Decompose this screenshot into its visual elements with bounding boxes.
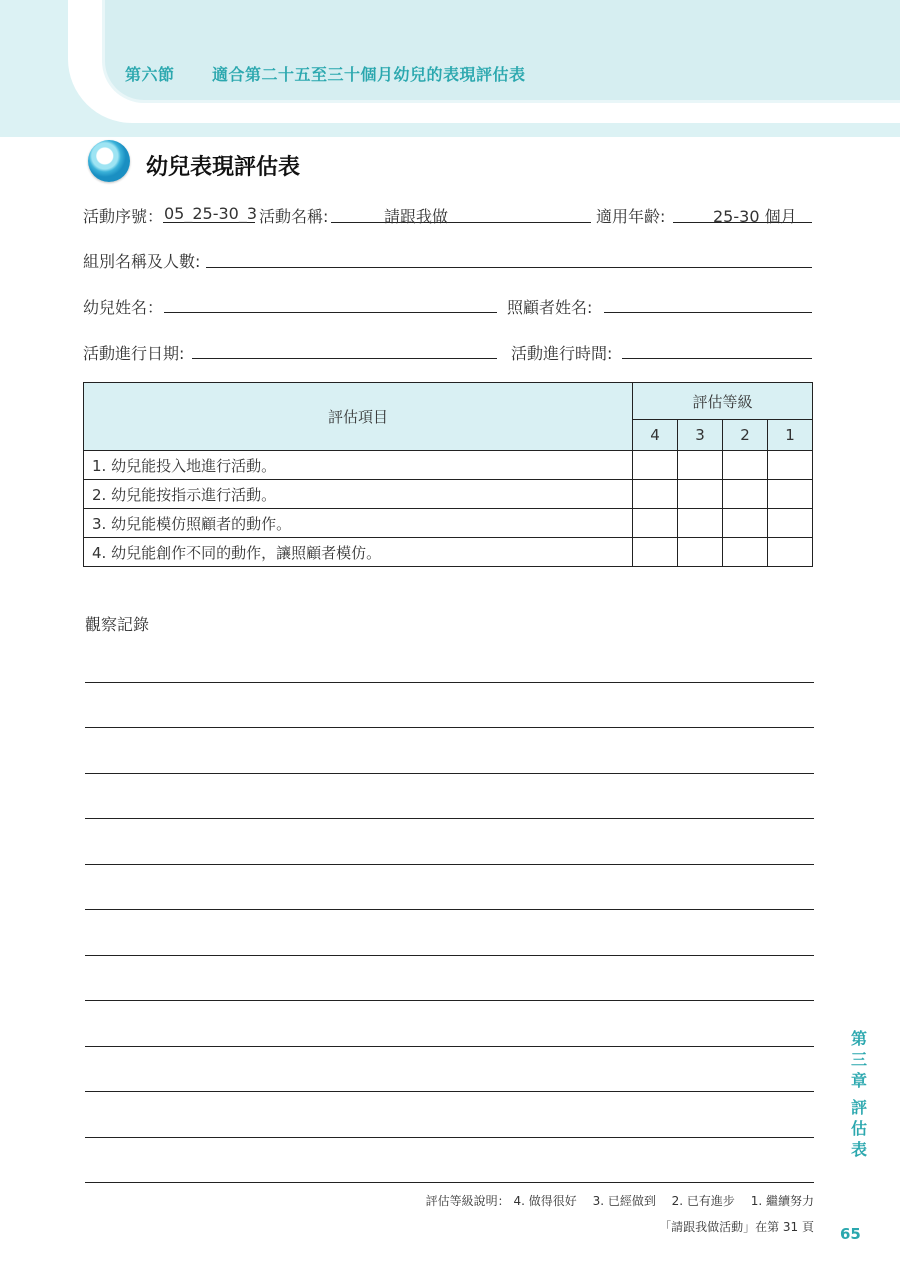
form-title: 幼兒表現評估表 <box>146 155 301 180</box>
activity-name-line <box>331 222 591 223</box>
grade-cell[interactable] <box>633 451 678 480</box>
table-row <box>84 509 813 538</box>
grade-cell[interactable] <box>633 480 678 509</box>
grade-cell[interactable] <box>678 538 723 567</box>
bubble-icon <box>88 140 130 182</box>
activity-number-label: 活動序號： <box>83 207 164 226</box>
table-row <box>84 538 813 567</box>
carer-name-label: 照顧者姓名: <box>507 298 593 317</box>
observation-line[interactable] <box>85 727 814 728</box>
observation-line[interactable] <box>85 864 814 865</box>
group-label: 組別名稱及人數: <box>83 252 201 271</box>
page-reference: 「請跟我做活動」在第 31 頁 <box>659 1220 814 1234</box>
observation-line[interactable] <box>85 682 814 683</box>
observation-line[interactable] <box>85 773 814 774</box>
grade-cell[interactable] <box>768 451 813 480</box>
header-panel <box>102 0 900 103</box>
activity-number-value: 05_25-30_3 <box>164 204 258 223</box>
age-label: 適用年齡: <box>596 207 666 226</box>
time-field[interactable] <box>622 358 812 359</box>
grade-header: 評估等級 <box>633 383 813 420</box>
group-field[interactable] <box>206 267 812 268</box>
grade-1-header: 1 <box>768 420 813 451</box>
item-cell: 4. 幼兒能創作不同的動作，讓照顧者模仿。 <box>84 538 633 567</box>
observation-line[interactable] <box>85 1000 814 1001</box>
grade-2-header: 2 <box>723 420 768 451</box>
grade-cell[interactable] <box>633 538 678 567</box>
grade-cell[interactable] <box>723 538 768 567</box>
observation-line[interactable] <box>85 909 814 910</box>
age-value: 25-30 個月 <box>713 207 797 226</box>
grade-4-header: 4 <box>633 420 678 451</box>
observation-title: 觀察記錄 <box>85 615 150 634</box>
section-number: 第六節 <box>125 65 175 84</box>
observation-line[interactable] <box>85 955 814 956</box>
child-name-field[interactable] <box>164 312 497 313</box>
observation-line[interactable] <box>85 818 814 819</box>
grade-legend: 評估等級說明： 4. 做得很好 3. 已經做到 2. 已有進步 1. 繼續努力 <box>425 1194 814 1208</box>
grade-cell[interactable] <box>768 509 813 538</box>
table-row <box>84 480 813 509</box>
table-row <box>84 451 813 480</box>
grade-cell[interactable] <box>633 509 678 538</box>
item-header: 評估項目 <box>84 383 633 451</box>
date-label: 活動進行日期: <box>83 344 185 363</box>
grade-cell[interactable] <box>768 538 813 567</box>
date-field[interactable] <box>192 358 497 359</box>
grade-cell[interactable] <box>723 451 768 480</box>
grade-cell[interactable] <box>678 509 723 538</box>
activity-name-value: 請跟我做 <box>384 207 449 226</box>
observation-line[interactable] <box>85 1137 814 1138</box>
observation-line[interactable] <box>85 1182 814 1183</box>
chapter-name: 評 估 表 <box>850 1098 867 1159</box>
chapter-label: 第 三 章 <box>850 1029 867 1090</box>
grade-cell[interactable] <box>678 480 723 509</box>
page-number: 65 <box>840 1225 861 1243</box>
grade-cell[interactable] <box>723 509 768 538</box>
item-cell: 1. 幼兒能投入地進行活動。 <box>84 451 633 480</box>
child-name-label: 幼兒姓名： <box>83 298 164 317</box>
grade-cell[interactable] <box>768 480 813 509</box>
evaluation-table <box>83 382 813 567</box>
time-label: 活動進行時間: <box>511 344 613 363</box>
activity-name-label: 活動名稱: <box>259 207 329 226</box>
grade-cell[interactable] <box>678 451 723 480</box>
item-cell: 2. 幼兒能按指示進行活動。 <box>84 480 633 509</box>
grade-3-header: 3 <box>678 420 723 451</box>
carer-name-field[interactable] <box>604 312 812 313</box>
observation-line[interactable] <box>85 1091 814 1092</box>
section-title: 適合第二十五至三十個月幼兒的表現評估表 <box>212 65 526 84</box>
grade-cell[interactable] <box>723 480 768 509</box>
observation-line[interactable] <box>85 1046 814 1047</box>
item-cell: 3. 幼兒能模仿照顧者的動作。 <box>84 509 633 538</box>
